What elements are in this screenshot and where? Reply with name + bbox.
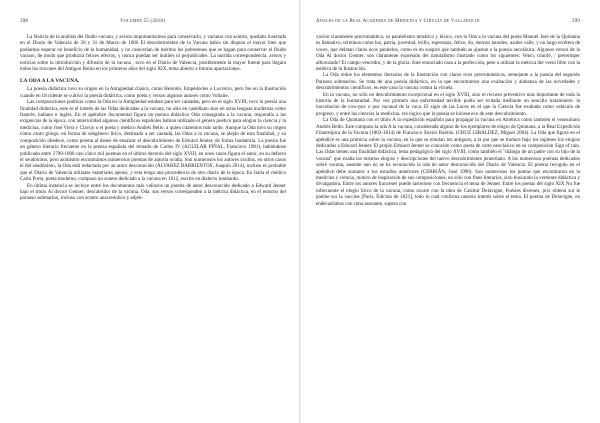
- right-page: [300, 0, 600, 423]
- left-running-title: Volumen 55 (2018): [120, 19, 166, 24]
- left-running-head: [20, 18, 286, 27]
- left-paragraph: En última instancia se incluye entre los documentos más valiosos un poema de autor desconocido dedicado a Edward Jenner bajo el título Al doctor Genner, descubridor de la vacuna. Oda, sus versos corresponden a la métrica didáctica, en el entorno del parnaso submarino, incluso con acento anacreóntico y adjeti-: [20, 182, 286, 202]
- right-paragraph: La Oda de Quintana con el título A la expedición española para propagar la vacuna en América como también el venezolano Andrés Bello. Este compuso la oda A la vacuna, considerada alguno de los ejemplares de elogio de Quintana, a la Real Expedición Filantrópica de la Vacuna (1803-1814) de Francisco Xavier Balmis. (CRUZ GIRÁLDEZ, Miguel 2004). La Oda que figura en el apéndice es una primicia sobre la vacuna, en la que se emulan los antiguos, a la par que se traduce bajo los ingleses los elogios dedicados a Edward Jenner. El propio Edward Jenner se conocido como poeta de corte neoclásico en su composición Sign of rain. Las Odas tienen una finalidad didáctica, tema pedagógico del siglo XVIII, como también el "diálogo de un padre con su hijo de la vacuna" que exalta los mismos elogios y descripciones del nuevo descubrimiento jenneriano. A los numerosos poemas dedicados sobre vacuna, ausente aun no se ha reconocido la oda de autor desconocido del Diario de Valencia. El poema recogido en el apéndice debe sumarse a los estudios anteriores (CEBRIÁN, José 1996). Son numerosos los poetas que encontraron en la medicina y ciencia, motivo de inspiración de sus composiciones, no sólo con fines literarios, sino buscando la vertiente didáctica y divulgadora. Entre los autores franceses puede rastrearse con frecuencia el tema de Jenner. Entre los poetas del siglo XIX No fue infrecuente el elogio lírico de la vacuna, como ocurre con la obra de Casimir Delavigne, Poésies diverses, prix obtenu sur le poème sur la vaccine [Paris, Édicion de 1823], todo lo cual confirma nuestro interés sobre el tema. El poema de Delavigne, en endecasílabos con rima asonante, supera con: [316, 117, 580, 207]
- right-page-number: 399: [571, 19, 580, 24]
- left-paragraph: La poesía didáctica tuvo su origen en la Antigüedad clásica, como Hesíodo, Empédocles o Lucrecio, pero fue en la Ilustración cuando en Occidente se cultivó la poesía didáctica, como poeta y versos algunos autores como Voltaire.: [20, 86, 286, 99]
- left-paragraph-intro: La Noticia de la análisis del fluido vacuno, y avisos importantísimos para conservarlo, y vacunar con acierto, quedaba insertada en el Diario de Valencia de 30 y 31 de Marzo de 1806 El descubrimiento de la Vacuna había sin disputa el mayor bien que podíamos esperar en beneficio de la humanidad, y no carecerían de méritos los pobretones que se hagan para conservar el fluido vacuno, de modo que produzca felices efectos, y nunca puedan ser inútiles ni perjudiciales. La nutrida correspondencia, avisos y noticias sobre la introducción y difusión de la vacuna , tuvo en el Diario de Valencia, posiblemente la mayor fuente para llegara todos los rincones del Antiguo Reino en los primeros años del siglo XIX, tema abierto a futuras aportaciones.: [20, 34, 286, 73]
- section-title: LA ODA A LA VACUNA.: [20, 78, 80, 85]
- left-page-number: 398: [20, 19, 29, 24]
- left-paragraph: Las composiciones poéticas como la Oda en la Antigüedad estaban para ser cantadas, pero en el siglo XVIII, tuvo la poesía una finalidad didáctica, este es el interés de las Odas dedicadas a la vacuna, no sólo en castellano sino en otras lenguas modernas como francés, italiano e inglés. En el apéndice documental figura un poema didáctico Oda consagrada a la vacuna, respondía a las exigencias de la época, con anterioridad algunos científicos españoles habían utilizado el género poético para elogiar la ciencia y la medicina, como José Viera y Clavijo o el poeta y médico Andrés Bello, a quien citaremos más tarde. Aunque la Oda tuvo su origen como canto griego, en forma de subgénero lírico, destinado a ser cantada, las Odas a la vacuna, se alejan de esta finalidad, y su composición obedece, como poema al deseo de ensalzar el descubrimiento de Edward Jenner, de forma laudatoria. La poesía fue un género literario frecuente en la prensa española del reinado de Carlos IV (AGUILAR PIÑAL, Francisco 1981), habiéndose publicado entre 1790-1800 casi cinco mil poemas en el último decenio del siglo XVIII, en unos casos figura el autor, en su defecto el seudónimo, pero asimismo encontramos numerosos poemas de autoría oculta, Son numerosos los autores ocultos, en otros casos el del seudónimo, la Oda está redactada por un autor desconocido (ÁLVAREZ BARRIENTOS, Joaquín 2014), incluso es probable que el Diario de Valencia utilizase materiales ajenos, y esta tenga una procedencia de otro diario de la época. En Italia el médico Carlo Porta, poeta moderno, compuso un soneto dedicado a la vacuna en 1812, escrito en dialecto lombardo.: [20, 99, 286, 183]
- left-page-text: [20, 34, 286, 202]
- right-running-head: [316, 18, 580, 27]
- right-page-text: [316, 34, 580, 207]
- right-paragraph: La Oda reúne los elementos literarios de la Ilustración con claros ecos prerrománticos, semejante a la poesía del segundo Parnaso submarino. Se trata de una poesía didáctica, en la que encontramos una exaltación y alabanza de las novedades y descubrimientos científicos, en este caso la vacuna contra la viruela.: [316, 72, 580, 92]
- right-paragraph: En la vacuna, no sólo un descubrimiento excepcional en el siglo XVIII, sino el recurso preventivo más importante de toda la historia de la humanidad. Por vez primera una enfermedad terrible podía ser evitada mediante un sencillo tratamiento: la inoculación de cow-pox o pus vacunal de la vaca. El siglo de las Luces en el que la Ciencia fue exaltada como vehículo de progreso, y entre las ciencias la medicina, era lógico que la poesía se hiciese eco de este descubrimiento.: [316, 91, 580, 117]
- right-paragraph-continued: vación claramente prerromántica, su paralelismo temático y léxico, con la Oda a la vacuna del poeta Manuel José de la Quintana es llamativo, términos como luz, patria, juventud, brillo, esperanza, felice, do, eternos laureles, azules valle, y un largo etcétera de voces, que delatan claros ecos paralelos, como es en suspiro que también se ajustan a la poesía neoclásica. Algunos versos de la Oda Al doctor Genner, son claramente expresión del naturalismo ilustrado como los siguientes: Venci, triunfe, / pretermper alborozado! El campo vencedor, y de la gloria. Este enunciado casa a la perfección, pese a utilizar la métrica del verso libre con la estética de la Ilustración.: [316, 34, 580, 73]
- right-running-title: Anales de la Real Academia de Medicina y Cirugía de Valladolid: [316, 19, 480, 24]
